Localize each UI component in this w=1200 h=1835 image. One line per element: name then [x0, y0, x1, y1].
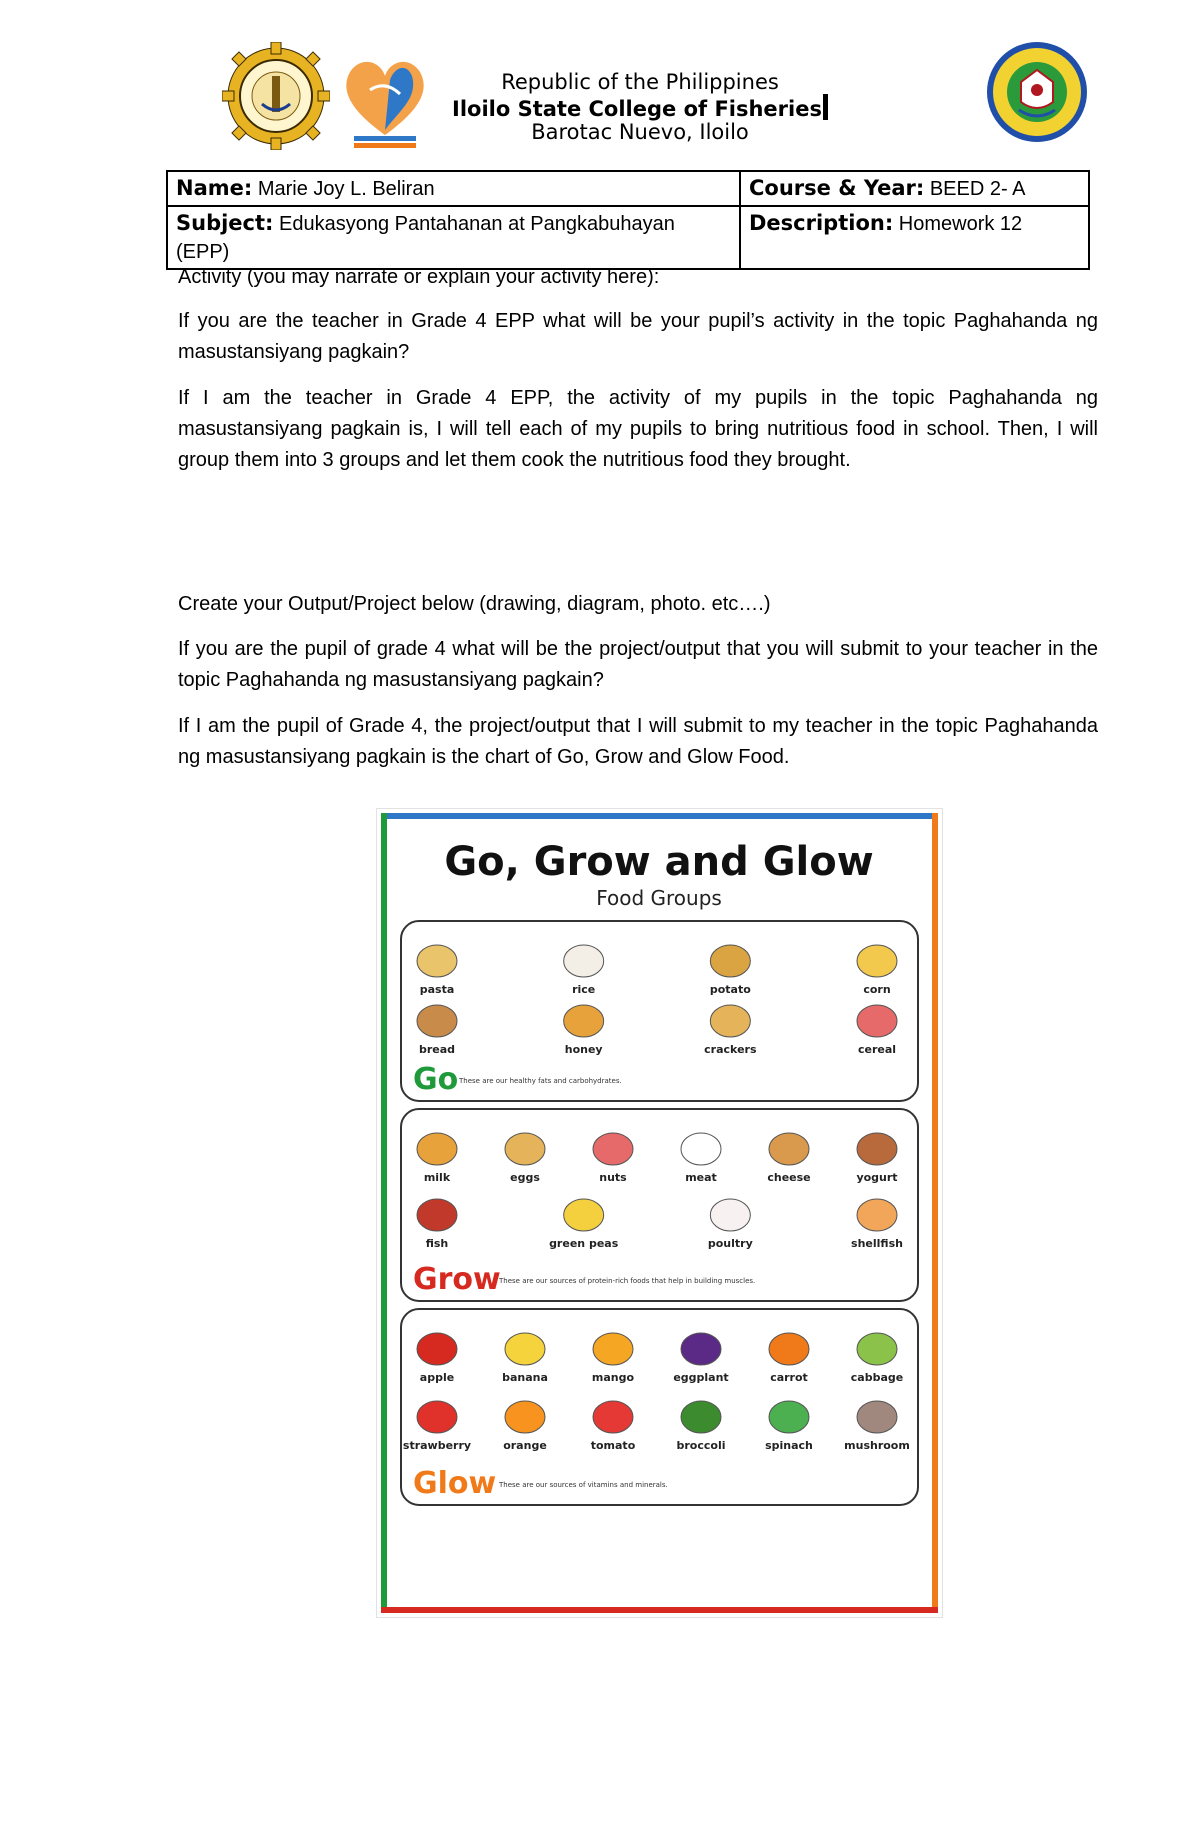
cheese-picture-icon [769, 1133, 809, 1165]
frame-right [932, 813, 938, 1613]
header-institution [400, 94, 880, 121]
course-value: BEED 2- A [924, 178, 1026, 200]
orange-picture-icon [505, 1401, 545, 1433]
subject-cell [167, 206, 740, 269]
header-institution-text: Iloilo State College of Fisheries [452, 97, 822, 121]
text-cursor [823, 94, 828, 120]
frame-left [381, 813, 387, 1613]
food-label: mushroom [844, 1439, 910, 1452]
food-label: pasta [419, 983, 455, 996]
cabbage-picture-icon [857, 1333, 897, 1365]
chart-subtitle: Food Groups [596, 886, 722, 910]
glow-label: Glow [413, 1466, 497, 1501]
milk-picture-icon [417, 1133, 457, 1165]
eggplant-picture-icon [681, 1333, 721, 1365]
course-cell [740, 171, 1089, 206]
yogurt-picture-icon [857, 1133, 897, 1165]
college-round-seal-icon [985, 40, 1089, 144]
name-label: Name: [176, 176, 253, 200]
mango-picture-icon [593, 1333, 633, 1365]
description-label: Description: [749, 211, 894, 235]
food-label: nuts [599, 1171, 627, 1184]
food-label: potato [709, 983, 751, 996]
food-label: honey [564, 1043, 603, 1056]
corn-picture-icon [857, 945, 897, 977]
food-label: strawberry [402, 1439, 472, 1452]
food-label: yogurt [856, 1171, 898, 1184]
food-label: apple [419, 1371, 455, 1384]
college-gear-seal-icon [222, 42, 330, 150]
subject-value: Edukasyong Pantahanan at Pangkabuhayan (EPP) [176, 213, 675, 263]
food-label: shellfish [851, 1237, 903, 1250]
name-cell [167, 171, 740, 206]
chart-title: Go, Grow and Glow [444, 839, 874, 885]
food-group-sections [401, 921, 918, 1505]
student-info-table [166, 170, 1090, 270]
food-label: corn [863, 983, 891, 996]
food-label: cereal [857, 1043, 897, 1056]
food-label: milk [423, 1171, 451, 1184]
strawberry-picture-icon [417, 1401, 457, 1433]
nuts-picture-icon [593, 1133, 633, 1165]
eggs-picture-icon [505, 1133, 545, 1165]
go-grow-glow-chart-image [376, 808, 943, 1618]
food-label: rice [572, 983, 596, 996]
header-country: Republic of the Philippines [501, 70, 779, 94]
carrot-picture-icon [769, 1333, 809, 1365]
description-value: Homework 12 [893, 213, 1023, 235]
potato-picture-icon [710, 945, 750, 977]
go-caption: These are our healthy fats and carbohydrates. [459, 1077, 622, 1085]
food-label: cabbage [850, 1371, 904, 1384]
green-peas-picture-icon [564, 1199, 604, 1231]
mushroom-picture-icon [857, 1401, 897, 1433]
food-label: banana [502, 1371, 548, 1384]
grow-caption: These are our sources of protein-rich foods that help in building muscles. [499, 1277, 756, 1285]
food-label: bread [418, 1043, 456, 1056]
apple-picture-icon [417, 1333, 457, 1365]
output-prompt: Create your Output/Project below (drawing, diagram, photo. etc….) [178, 593, 771, 615]
meat-picture-icon [681, 1133, 721, 1165]
grow-label: Grow [413, 1262, 501, 1297]
food-label: eggs [510, 1171, 540, 1184]
header-address: Barotac Nuevo, Iloilo [531, 120, 749, 144]
food-label: carrot [770, 1371, 808, 1384]
fish-picture-icon [417, 1199, 457, 1231]
name-value: Marie Joy L. Beliran [252, 178, 435, 200]
food-label: green peas [549, 1237, 619, 1250]
food-label: eggplant [673, 1371, 729, 1384]
food-label: broccoli [676, 1439, 726, 1452]
honey-picture-icon [564, 1005, 604, 1037]
spinach-picture-icon [769, 1401, 809, 1433]
food-label: tomato [590, 1439, 636, 1452]
cereal-picture-icon [857, 1005, 897, 1037]
banana-picture-icon [505, 1333, 545, 1365]
go-panel [401, 921, 918, 1101]
shellfish-picture-icon [857, 1199, 897, 1231]
broccoli-picture-icon [681, 1401, 721, 1433]
bread-picture-icon [417, 1005, 457, 1037]
teacher-question: If you are the teacher in Grade 4 EPP what will be your pupil’s activity in the topic Paghahanda ng masustansiyang pagkain? [178, 310, 1098, 363]
food-label: meat [685, 1171, 717, 1184]
go-label: Go [413, 1062, 459, 1097]
rice-picture-icon [564, 945, 604, 977]
pasta-picture-icon [417, 945, 457, 977]
glow-caption: These are our sources of vitamins and minerals. [499, 1481, 668, 1489]
frame-top [381, 813, 938, 819]
food-label: spinach [765, 1439, 813, 1452]
pupil-answer: If I am the pupil of Grade 4, the project/output that I will submit to my teacher in the topic Paghahanda ng masustansiyang pagkain is the chart of Go, Grow and Glow Food. [178, 715, 1098, 768]
food-label: poultry [707, 1237, 753, 1250]
description-cell [740, 206, 1089, 269]
frame-bottom [381, 1607, 938, 1613]
food-label: cheese [767, 1171, 811, 1184]
course-label: Course & Year: [749, 176, 925, 200]
subject-label: Subject: [176, 211, 274, 235]
food-label: crackers [704, 1043, 757, 1056]
activity-prompt: Activity (you may narrate or explain your activity here): [178, 266, 660, 288]
pupil-question: If you are the pupil of grade 4 what will be the project/output that you will submit to your teacher in the topic Paghahanda ng masustansiyang pagkain? [178, 638, 1098, 691]
crackers-picture-icon [710, 1005, 750, 1037]
teacher-answer: If I am the teacher in Grade 4 EPP, the activity of my pupils in the topic Paghahanda ng masustansiyang pagkain is, I will tell each of my pupils to bring nutritious food in school. Then, I will group them into 3 groups and let them cook the nutritious food they brought. [178, 387, 1098, 471]
poultry-picture-icon [710, 1199, 750, 1231]
food-label: fish [425, 1237, 449, 1250]
food-label: orange [503, 1439, 547, 1452]
tomato-picture-icon [593, 1401, 633, 1433]
food-label: mango [591, 1371, 635, 1384]
